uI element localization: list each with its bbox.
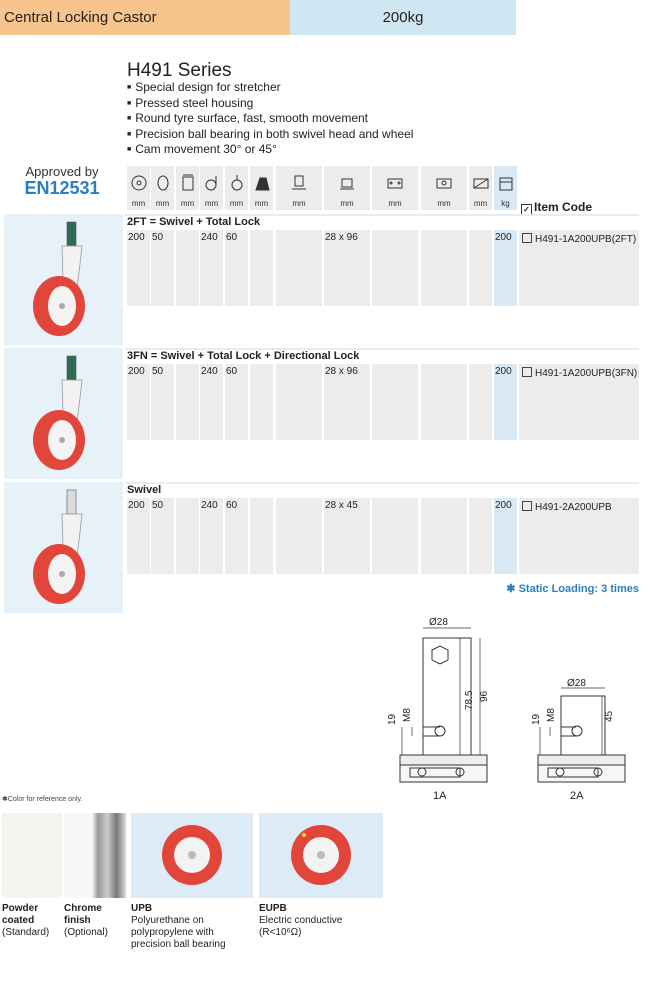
section-divider	[125, 482, 639, 484]
spec-cell	[324, 498, 370, 574]
spec-cell	[324, 230, 370, 306]
dim-785-1a: 78.5	[464, 690, 475, 710]
hole-spacing-icon	[385, 174, 405, 192]
spec-column-header	[200, 166, 223, 210]
spec-column-header	[324, 166, 370, 210]
spec-value: 50	[152, 232, 164, 243]
drawing-label-1a: 1A	[433, 790, 447, 802]
spec-cell	[225, 364, 248, 440]
item-code: H491-1A200UPB(2FT)	[522, 233, 636, 245]
unit-label: kg	[501, 199, 510, 208]
spec-value: 240	[201, 232, 218, 243]
dim-dia-1a: Ø28	[429, 617, 448, 628]
drawing-2a	[538, 688, 625, 782]
spec-column-header	[421, 166, 467, 210]
static-loading-note: ✱ Static Loading: 3 times	[506, 583, 639, 595]
spec-value: 240	[201, 500, 218, 511]
spec-cell	[127, 498, 150, 574]
spec-value: 60	[226, 366, 238, 377]
spec-cell	[200, 364, 223, 440]
unit-label: mm	[340, 199, 354, 208]
finish-powder-label: Powder coated (Standard)	[2, 903, 50, 938]
spec-value: 200	[128, 366, 145, 377]
item-code: H491-2A200UPB	[522, 501, 612, 513]
unit-label: mm	[180, 199, 195, 208]
feature-item: ■ Precision ball bearing in both swivel head and wheel	[127, 127, 413, 143]
spec-cell	[372, 230, 418, 306]
spec-value: 28 x 96	[325, 366, 358, 377]
series-name: H491 Series	[127, 60, 232, 81]
finish-eupb-label: EUPB Electric conductive (R<10⁶Ω)	[259, 903, 343, 938]
dim-m8-2a: M8	[546, 708, 557, 722]
unit-label: mm	[473, 199, 488, 208]
weight-icon	[496, 174, 516, 192]
castor-icon	[4, 348, 123, 479]
castor-product-image	[4, 348, 123, 479]
spec-value: 50	[152, 500, 164, 511]
castor-icon	[4, 482, 123, 613]
spec-column-header	[127, 166, 150, 210]
spec-cell	[276, 498, 322, 574]
swivel-radius-icon	[252, 174, 272, 192]
unit-label: mm	[204, 199, 219, 208]
drawing-label-2a: 2A	[570, 790, 584, 802]
castor-icon	[4, 214, 123, 345]
spec-value: 200	[128, 232, 145, 243]
spec-cell	[176, 498, 199, 574]
dim-45-2a: 45	[604, 710, 615, 722]
spec-cell	[127, 230, 150, 306]
unit-label: mm	[437, 199, 451, 208]
spec-cell	[200, 230, 223, 306]
check-icon: ✓	[521, 204, 532, 215]
item-code-cell	[519, 230, 639, 306]
approved-label: Approved by	[25, 164, 99, 179]
checkbox-icon[interactable]	[522, 233, 532, 243]
spec-cell	[494, 364, 517, 440]
spec-cell	[250, 364, 273, 440]
finish-upb-label: UPB Polyurethane on polypropylene with precision ball bearing	[131, 903, 226, 950]
spec-cell	[494, 230, 517, 306]
item-code-cell	[519, 498, 639, 574]
spec-cell	[421, 498, 467, 574]
spec-cell	[469, 498, 492, 574]
spec-cell	[250, 230, 273, 306]
castor-product-image	[4, 482, 123, 613]
plate-size-icon	[289, 174, 309, 192]
spec-value: 28 x 96	[325, 232, 358, 243]
spec-column-header	[372, 166, 418, 210]
spec-cell	[469, 364, 492, 440]
spec-cell	[469, 230, 492, 306]
spec-cell	[176, 230, 199, 306]
spec-cell	[276, 230, 322, 306]
load-height-icon	[202, 174, 222, 192]
spec-cell	[225, 498, 248, 574]
spec-column-header	[276, 166, 322, 210]
section-title: 3FN = Swivel + Total Lock + Directional Lock	[127, 350, 360, 362]
page-title: Central Locking Castor	[4, 9, 157, 26]
castor-product-image	[4, 214, 123, 345]
dim-19-1a: 19	[387, 713, 398, 725]
spec-value: 240	[201, 366, 218, 377]
bolt-hole-icon	[434, 174, 454, 192]
spec-cell	[225, 230, 248, 306]
spec-value: 200	[495, 366, 512, 377]
powder-coated-swatch	[2, 813, 62, 898]
dim-m8-1a: M8	[402, 708, 413, 722]
load-capacity: 200kg	[382, 9, 424, 26]
upb-wheel-icon	[131, 813, 253, 898]
spec-cell	[127, 364, 150, 440]
spec-cell	[250, 498, 273, 574]
spec-cell	[421, 230, 467, 306]
spec-column-header	[151, 166, 174, 210]
spec-cell	[151, 230, 174, 306]
spec-cell	[421, 364, 467, 440]
spec-cell	[494, 498, 517, 574]
spec-value: 200	[128, 500, 145, 511]
technical-drawings	[380, 610, 640, 810]
item-code-header: ✓ Item Code	[521, 200, 592, 215]
spec-column-header	[250, 166, 273, 210]
spec-column-header	[225, 166, 248, 210]
spec-cell	[372, 498, 418, 574]
spec-value: 28 x 45	[325, 500, 358, 511]
item-code-cell	[519, 364, 639, 440]
unit-label: mm	[388, 199, 402, 208]
feature-item: ■ Pressed steel housing	[127, 96, 413, 112]
spec-cell	[151, 498, 174, 574]
section-title: 2FT = Swivel + Total Lock	[127, 216, 261, 228]
spec-cell	[372, 364, 418, 440]
upb-swatch	[131, 813, 253, 898]
dim-96-1a: 96	[479, 690, 490, 702]
spec-value: 200	[495, 500, 512, 511]
item-code: H491-1A200UPB(3FN)	[522, 367, 637, 379]
unit-label: mm	[292, 199, 306, 208]
section-title: Swivel	[127, 484, 162, 496]
wheel-diameter-icon	[129, 174, 149, 192]
spec-value: 200	[495, 232, 512, 243]
dim-dia-2a: Ø28	[567, 678, 586, 689]
diagonal-icon	[471, 174, 491, 192]
feature-item: ■ Round tyre surface, fast, smooth movement	[127, 111, 413, 127]
stem-size-icon	[337, 174, 357, 192]
feature-item: ■ Cam movement 30° or 45°	[127, 142, 413, 158]
spec-cell	[176, 364, 199, 440]
checkbox-icon[interactable]	[522, 501, 532, 511]
color-note: ✱Color for reference only.	[2, 796, 83, 803]
feature-list	[127, 80, 413, 158]
chrome-finish-swatch	[64, 813, 126, 898]
eupb-swatch	[259, 813, 383, 898]
finish-chrome-label: Chrome finish (Optional)	[64, 903, 108, 938]
wheel-width-icon	[153, 174, 173, 192]
spec-value: 60	[226, 500, 238, 511]
standard-badge: EN12531	[24, 178, 100, 198]
spec-cell	[200, 498, 223, 574]
eupb-wheel-icon	[259, 813, 383, 898]
checkbox-icon[interactable]	[522, 367, 532, 377]
tread-width-icon	[178, 174, 198, 192]
spec-value: 50	[152, 366, 164, 377]
spec-column-header	[469, 166, 492, 210]
unit-label: mm	[254, 199, 269, 208]
unit-label: mm	[155, 199, 170, 208]
feature-item: ■ Special design for stretcher	[127, 80, 413, 96]
spec-value: 60	[226, 232, 238, 243]
spec-column-header	[494, 166, 517, 210]
spec-column-header	[176, 166, 199, 210]
offset-icon	[227, 174, 247, 192]
dim-19-2a: 19	[531, 713, 542, 725]
unit-label: mm	[131, 199, 146, 208]
unit-label: mm	[229, 199, 244, 208]
spec-cell	[151, 364, 174, 440]
spec-cell	[324, 364, 370, 440]
spec-cell	[276, 364, 322, 440]
